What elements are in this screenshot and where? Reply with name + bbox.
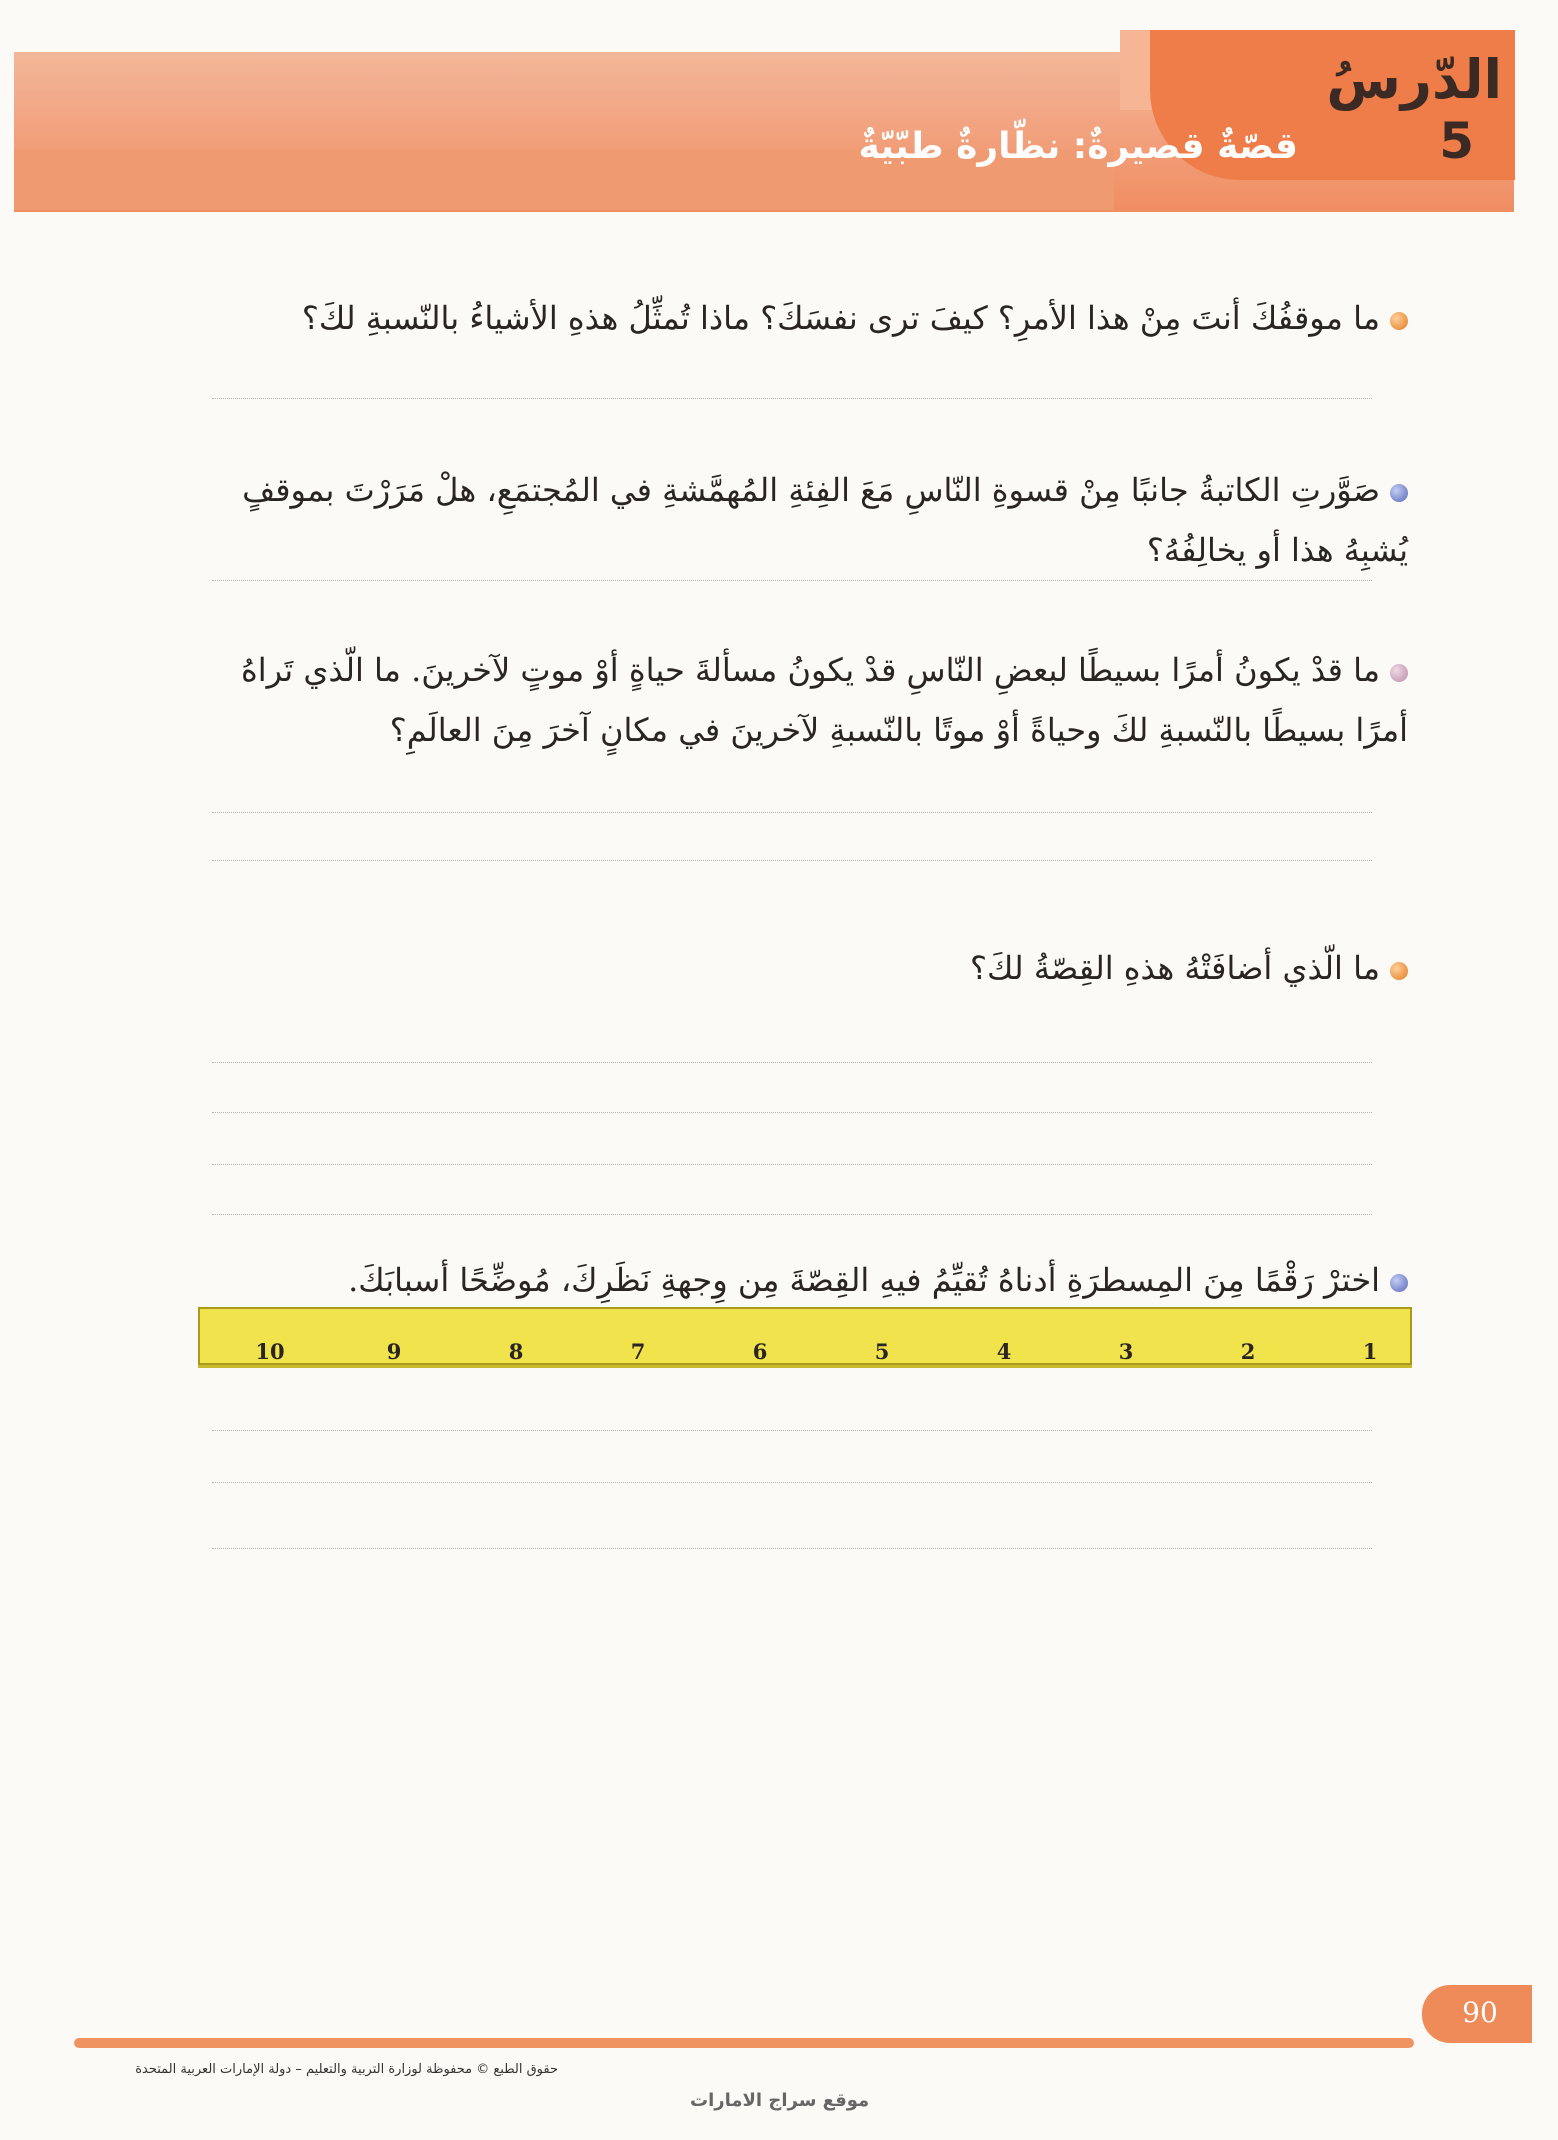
ruler-tick-1[interactable]: 1 bbox=[1362, 1339, 1378, 1364]
ruler-tick-5[interactable]: 5 bbox=[874, 1339, 890, 1364]
answer-line[interactable] bbox=[212, 1112, 1372, 1113]
ruler-tick-2[interactable]: 2 bbox=[1240, 1339, 1256, 1364]
question-2 bbox=[188, 460, 1408, 580]
question-5-text: اخترْ رَقْمًا مِنَ المِسطرَةِ أدناهُ تُقيِّمُ فيهِ القِصّةَ مِن وِجهةِ نَظَرِكَ، مُوضِّحًا أسبابَكَ. bbox=[348, 1261, 1380, 1299]
ruler-tick-9[interactable]: 9 bbox=[386, 1339, 402, 1364]
answer-line[interactable] bbox=[212, 1482, 1372, 1483]
lesson-title: قصّةٌ قصيرةٌ: نظّارةٌ طبّيّةٌ bbox=[858, 126, 1298, 167]
answer-line[interactable] bbox=[212, 1164, 1372, 1165]
question-3-text: ما قدْ يكونُ أمرًا بسيطًا لبعضِ النّاسِ قدْ يكونُ مسألةَ حياةٍ أوْ موتٍ لآخرينَ. ما الّذي تَراهُ أمرًا بسيطًا بالنّسبةِ لكَ وحياةً أوْ موتًا بالنّسبةِ لآخرينَ في مكانٍ آخرَ مِنَ العالَمِ؟ bbox=[240, 651, 1408, 749]
question-2-text: صَوَّرتِ الكاتبةُ جانبًا مِنْ قسوةِ النّاسِ مَعَ الفِئةِ المُهمَّشةِ في المُجتمَعِ، هلْ مَرَرْتَ بموقفٍ يُشبِهُ هذا أو يخالِفُهُ؟ bbox=[242, 471, 1408, 569]
pink-bullet-icon bbox=[1390, 664, 1408, 682]
ruler-tick-7[interactable]: 7 bbox=[630, 1339, 646, 1364]
orange-bullet-icon bbox=[1390, 312, 1408, 330]
question-5 bbox=[188, 1250, 1408, 1310]
question-1-text: ما موقفُكَ أنتَ مِنْ هذا الأمرِ؟ كيفَ ترى نفسَكَ؟ ماذا تُمثِّلُ هذهِ الأشياءُ بالنّسبةِ لكَ؟ bbox=[301, 299, 1380, 337]
ruler-tick-6[interactable]: 6 bbox=[752, 1339, 768, 1364]
rating-ruler bbox=[198, 1307, 1412, 1365]
answer-line[interactable] bbox=[212, 580, 1372, 581]
footer-bar bbox=[74, 2038, 1414, 2048]
answer-line[interactable] bbox=[212, 398, 1372, 399]
orange-bullet-icon bbox=[1390, 962, 1408, 980]
question-1 bbox=[188, 288, 1408, 348]
answer-line[interactable] bbox=[212, 1062, 1372, 1063]
answer-line[interactable] bbox=[212, 1430, 1372, 1431]
answer-line[interactable] bbox=[212, 860, 1372, 861]
blue-bullet-icon bbox=[1390, 1274, 1408, 1292]
answer-line[interactable] bbox=[212, 812, 1372, 813]
answer-line[interactable] bbox=[212, 1214, 1372, 1215]
blue-bullet-icon bbox=[1390, 484, 1408, 502]
copyright-notice: حقوق الطبع © محفوظة لوزارة التربية والتعليم – دولة الإمارات العربية المتحدة bbox=[135, 2062, 558, 2077]
ruler-tick-4[interactable]: 4 bbox=[996, 1339, 1012, 1364]
question-3 bbox=[188, 640, 1408, 760]
answer-line[interactable] bbox=[212, 1548, 1372, 1549]
question-4-text: ما الّذي أضافَتْهُ هذهِ القِصّةُ لكَ؟ bbox=[969, 949, 1380, 987]
site-name: موقع سراج الامارات bbox=[690, 2090, 870, 2111]
lesson-label: الدّرسُ bbox=[1326, 48, 1502, 111]
ruler-tick-3[interactable]: 3 bbox=[1118, 1339, 1134, 1364]
question-4 bbox=[188, 938, 1408, 998]
ruler-tick-10[interactable]: 10 bbox=[255, 1339, 285, 1364]
lesson-number: 5 bbox=[1439, 112, 1474, 170]
page-number: 90 bbox=[1462, 1996, 1498, 2029]
ruler-tick-8[interactable]: 8 bbox=[508, 1339, 524, 1364]
